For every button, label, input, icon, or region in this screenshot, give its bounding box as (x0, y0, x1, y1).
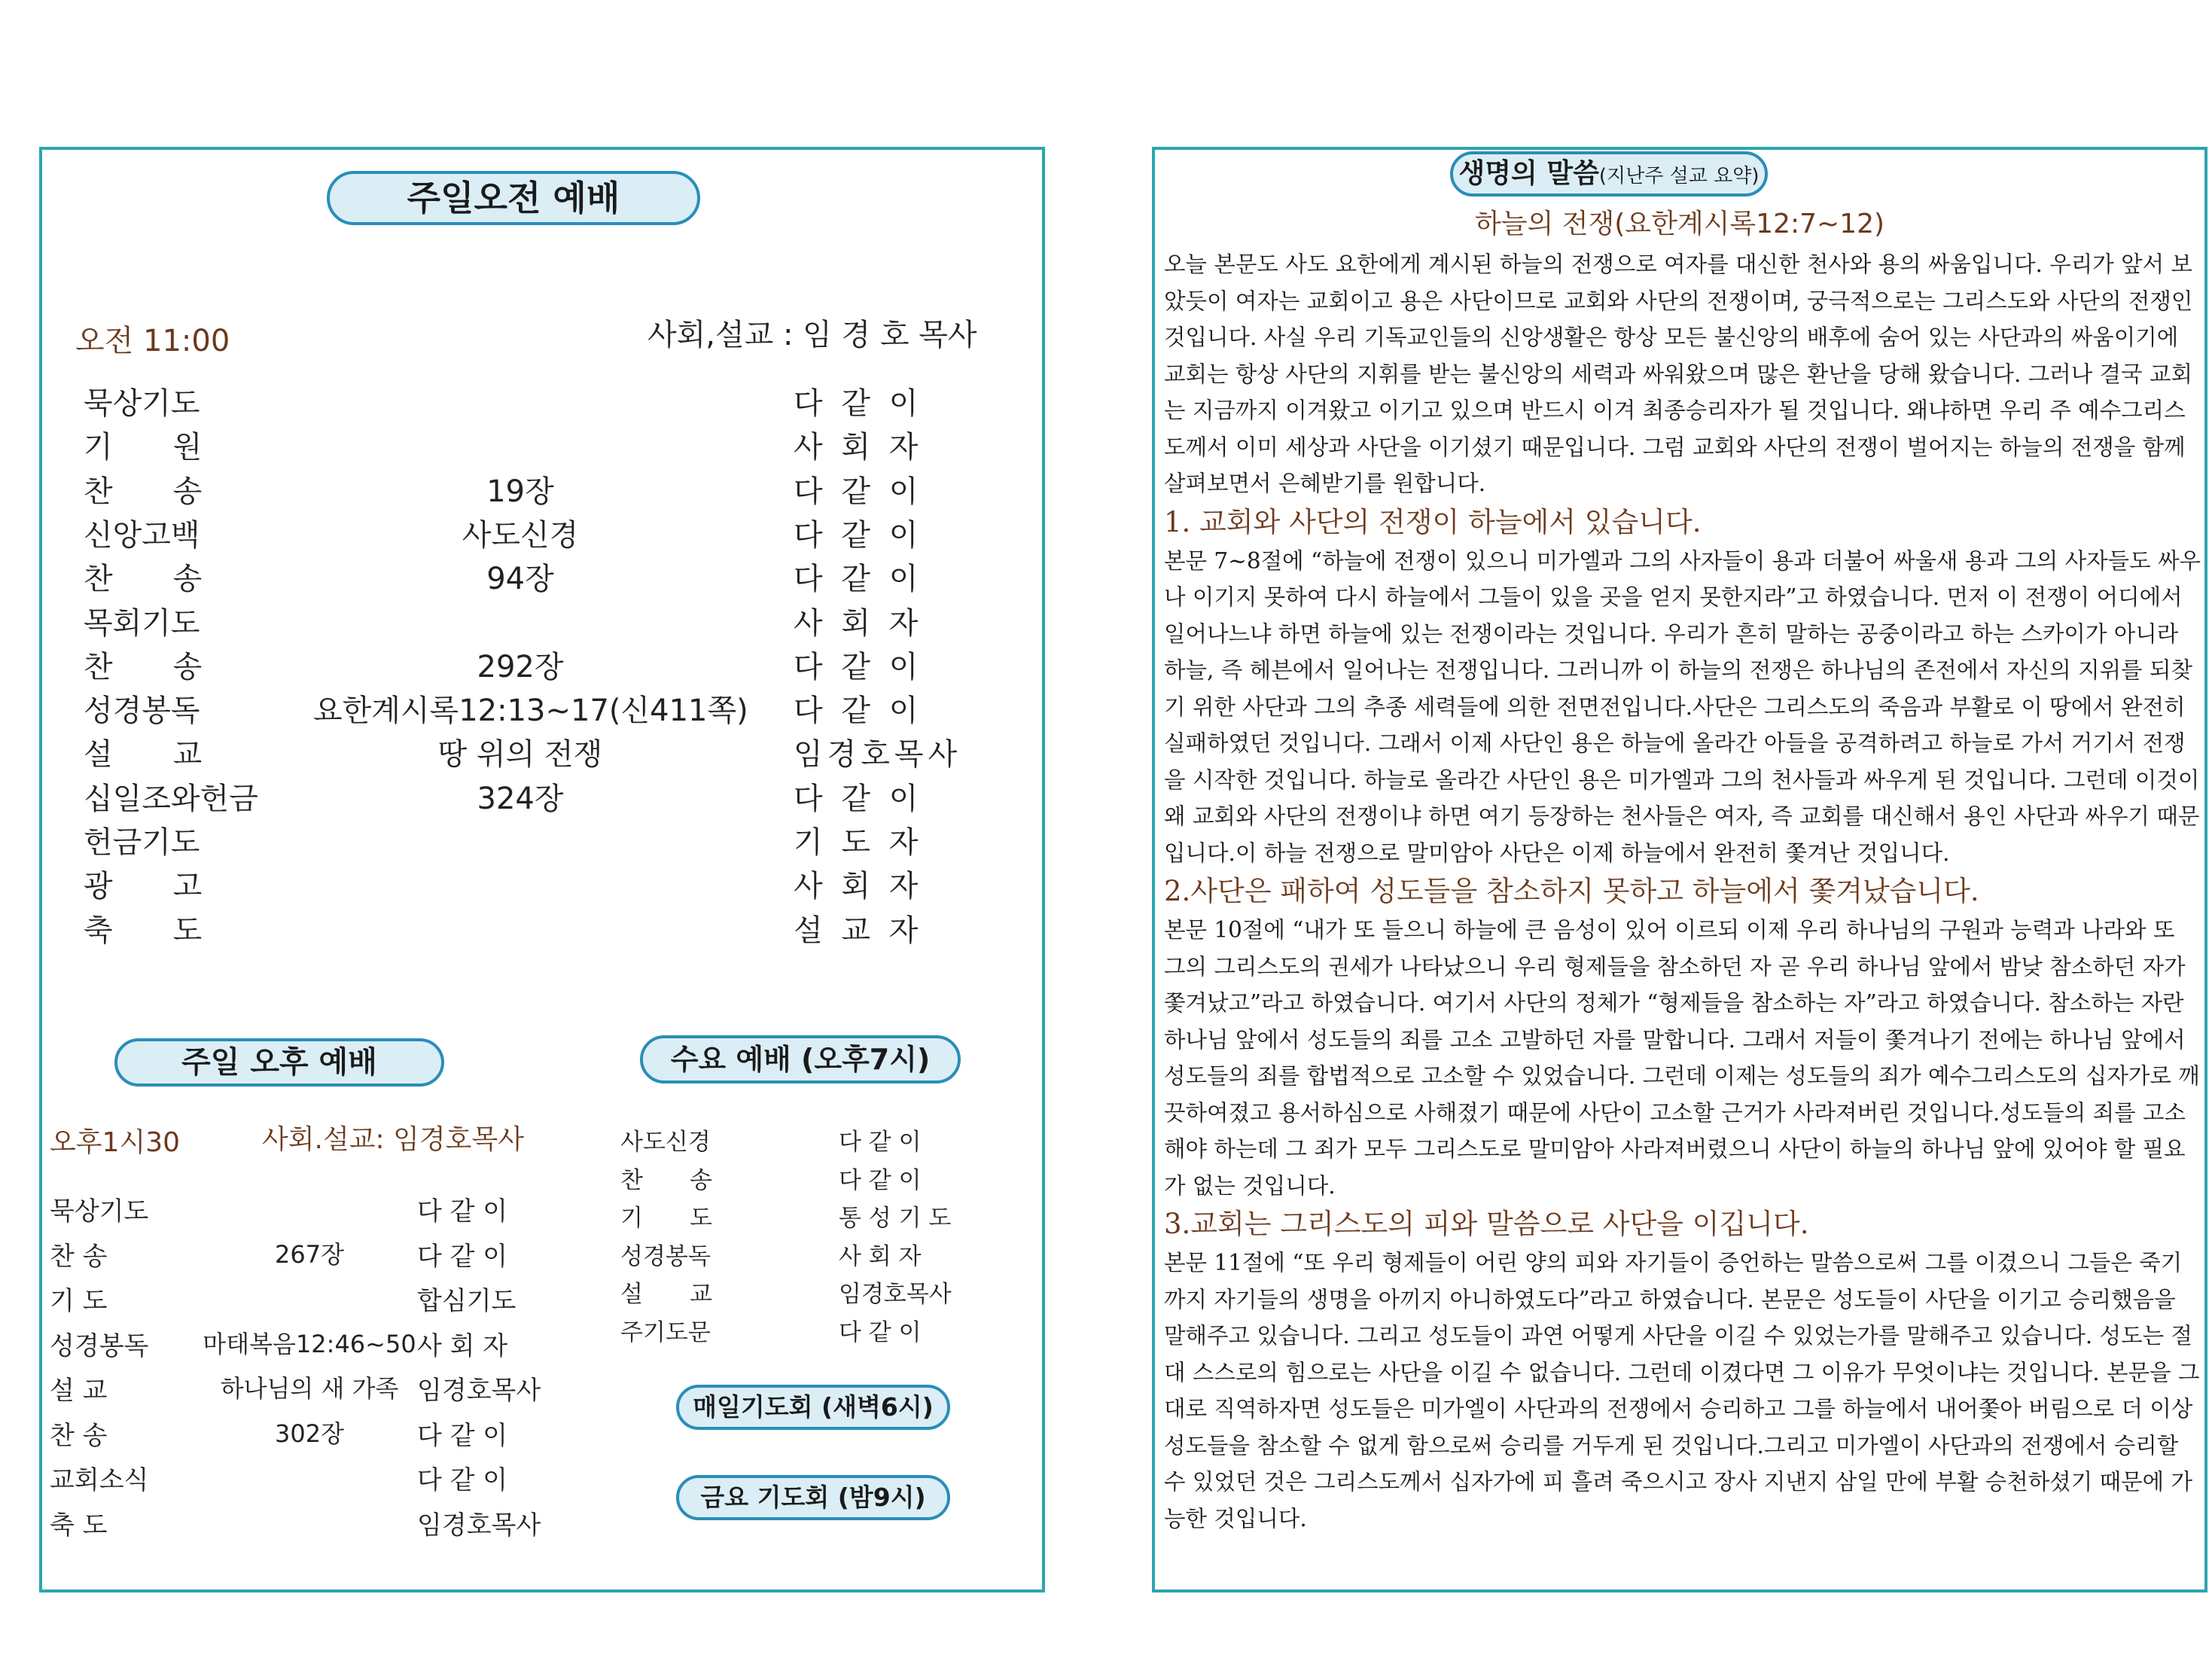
morning-row-who: 임경호목사 (794, 737, 962, 773)
morning-time: 오전 11:00 (75, 324, 230, 358)
morning-row-who: 사 회 자 (794, 869, 923, 904)
afternoon-time: 오후1시30 (50, 1127, 181, 1158)
afternoon-row-name: 찬 송 (50, 1241, 108, 1272)
sermon-paragraph-1: 본문 7~8절에 “하늘에 전쟁이 있으니 미가엘과 그의 사자들이 용과 더불어 싸울새 용과 그의 사자들도 싸우나 이기지 못하여 다시 하늘에서 그들이 있을 곳을 얻지 못한지라”고 하였습니다. 먼저 이 전쟁이 어디에서 일어나느냐 하면 하늘에 있는 전쟁이라는 것입니다. 우리가 흔히 말하는 공중이라고 하는 스카이가 아니라 하늘, 즉 헤븐에서 일어나는 전쟁입니다. 그러니까 이 하늘의 전쟁은 하나님의 존전에서 자신의 지위를 되찾기 위한 사단과 그의 추종 세력들에 의한 전면전입니다.사단은 그리스도의 죽음과 부활로 이 땅에서 완전히 실패하였던 것입니다. 그래서 이제 사단인 용은 하늘에 올라간 아들을 공격하려고 하늘로 가서 거기서 전쟁을 시작한 것입니다. 하늘로 올라간 사단인 용은 미가엘과 그의 천사들과 싸우게 된 것입니다. 그런데 이것이 왜 교회와 사단의 전쟁이냐 하면 여기 등장하는 천사들은 여자, 즉 교회를 대신해서 용인 사단과 싸우기 때문입니다.이 하늘 전쟁으로 말미암아 사단은 이제 하늘에서 완전히 쫓겨난 것입니다. (1164, 547, 2201, 866)
wednesday-row-name: 찬 송 (620, 1166, 712, 1194)
morning-row-item: 292장 (477, 649, 564, 684)
morning-row-name: 기 원 (84, 430, 203, 465)
morning-row-who: 다 같 이 (794, 781, 923, 816)
morning-row-item: 요한계시록12:13~17(신411쪽) (313, 693, 748, 729)
sermon-point-2: 2.사단은 패하여 성도들을 참소하지 못하고 하늘에서 쫓겨났습니다. (1164, 875, 1979, 907)
morning-row-name: 목회기도 (84, 605, 200, 641)
afternoon-row-name: 축 도 (50, 1510, 108, 1541)
morning-row-item: 사도신경 (462, 517, 579, 553)
morning-row-name: 성경봉독 (84, 693, 200, 729)
morning-row-name: 광 고 (84, 869, 203, 904)
sermon-intro: 오늘 본문도 사도 요한에게 계시된 하늘의 전쟁으로 여자를 대신한 천사와 용의 싸움입니다. 우리가 앞서 보았듯이 여자는 교회이고 용은 사단이므로 교회와 사단의 전쟁이며, 궁극적으로는 그리스도와 사단의 전쟁인 것입니다. 사실 우리 기독교인들의 신앙생활은 항상 모든 불신앙의 배후에 숨어 있는 사단과의 싸움이기에 교회는 항상 사단의 지휘를 받는 불신앙의 세력과 싸워왔으며 많은 환난을 당해 왔습니다. 그러나 결국 교회는 지금까지 이겨왔고 이기고 있으며 반드시 이겨 최종승리자가 될 것입니다. 왜냐하면 우리 주 예수그리스도께서 이미 세상과 사단을 이기셨기 때문입니다. 그럼 교회와 사단의 전쟁이 벌어지는 하늘의 전쟁을 함께 살펴보면서 은혜받기를 원합니다. (1164, 251, 2193, 496)
afternoon-leader: 사회.설교: 임경호목사 (262, 1124, 524, 1155)
sermon-body (1164, 246, 2201, 1537)
morning-row-name: 설 교 (84, 737, 203, 773)
sermon-paragraph-2: 본문 10절에 “내가 또 들으니 하늘에 큰 음성이 있어 이르되 이제 우리 하나님의 구원과 능력과 나라와 또 그의 그리스도의 권세가 나타났으니 우리 형제들을 참소하던 자 곧 우리 하나님 앞에서 밤낮 참소하던 자가 쫓겨났고”라고 하였습니다. 여기서 사단의 정체가 “형제들을 참소하는 자”라고 하였습니다. 참소하는 자란 하나님 앞에서 성도들의 죄를 고소 고발하던 자를 말합니다. 그래서 저들이 쫓겨나기 전에는 하나님 앞에서 성도들의 죄를 합법적으로 고소할 수 있었습니다. 그런데 이제는 성도들의 죄가 예수그리스도의 십자가로 깨끗하여졌고 용서하심으로 사해졌기 때문에 사단이 고소할 근거가 사라져버린 것입니다.성도들의 죄를 고소해야 하는데 그 죄가 모두 그리스도로 말미암아 사라져버렸으니 사단이 하늘의 하나님 앞에 있어야 할 필요가 없는 것입니다. (1164, 917, 2200, 1199)
afternoon-row-name: 설 교 (50, 1376, 108, 1406)
morning-row-name: 신앙고백 (84, 517, 200, 553)
afternoon-row-name: 찬 송 (50, 1420, 108, 1451)
afternoon-row-who: 다 같 이 (417, 1241, 508, 1272)
wednesday-row-who: 다 같 이 (839, 1318, 922, 1346)
morning-row-who: 기 도 자 (794, 825, 923, 860)
wednesday-row-who: 사 회 자 (839, 1242, 922, 1270)
morning-row-who: 다 같 이 (794, 386, 923, 421)
wednesday-row-name: 설 교 (620, 1281, 712, 1308)
afternoon-row-name: 성경봉독 (50, 1330, 149, 1361)
sermon-title-badge (1450, 151, 1768, 197)
morning-row-who: 사 회 자 (794, 605, 923, 641)
morning-row-who: 설 교 자 (794, 913, 923, 948)
morning-row-name: 찬 송 (84, 562, 203, 597)
wednesday-row-who: 임경호목사 (839, 1281, 952, 1308)
morning-row-name: 찬 송 (84, 649, 203, 684)
morning-leader: 사회,설교 : 임 경 호 목사 (647, 318, 977, 352)
sermon-point-3: 3.교회는 그리스도의 피와 말씀으로 사단을 이깁니다. (1164, 1208, 1809, 1240)
friday-prayer-badge: 금요 기도회 (밤9시) (676, 1475, 950, 1520)
afternoon-row-who: 다 같 이 (417, 1420, 508, 1451)
afternoon-row-name: 기 도 (50, 1286, 108, 1316)
afternoon-row-who: 합심기도 (417, 1286, 516, 1316)
afternoon-row-name: 묵상기도 (50, 1196, 149, 1227)
afternoon-row-who: 다 같 이 (417, 1196, 508, 1227)
morning-row-item: 땅 위의 전쟁 (437, 737, 603, 773)
morning-row-item: 94장 (486, 562, 554, 597)
afternoon-row-who: 사 회 자 (417, 1330, 508, 1361)
morning-row-item: 19장 (486, 474, 554, 509)
afternoon-row-who: 임경호목사 (417, 1510, 541, 1541)
morning-row-who: 다 같 이 (794, 517, 923, 553)
morning-row-who: 다 같 이 (794, 693, 923, 729)
afternoon-row-item: 하나님의 새 가족 (220, 1374, 399, 1403)
wednesday-row-name: 기 도 (620, 1205, 712, 1232)
afternoon-row-name: 교회소식 (50, 1465, 149, 1495)
afternoon-row-item: 267장 (275, 1239, 344, 1269)
wednesday-row-who: 다 같 이 (839, 1129, 922, 1156)
daily-prayer-badge: 매일기도회 (새벽6시) (676, 1385, 950, 1430)
wednesday-service-title: 수요 예배 (오후7시) (640, 1035, 961, 1084)
morning-row-name: 십일조와헌금 (84, 781, 258, 816)
afternoon-row-item: 302장 (275, 1419, 344, 1448)
wednesday-row-name: 사도신경 (620, 1129, 711, 1156)
morning-row-who: 사 회 자 (794, 430, 923, 465)
worship-order-panel (39, 147, 1045, 1593)
wednesday-row-name: 성경봉독 (620, 1242, 711, 1270)
sermon-point-1: 1. 교회와 사단의 전쟁이 하늘에서 있습니다. (1164, 505, 1702, 538)
morning-row-who: 다 같 이 (794, 562, 923, 597)
morning-service-title: 주일오전 예배 (327, 171, 700, 225)
afternoon-row-item: 마태복음12:46~50 (203, 1329, 416, 1358)
sermon-panel (1152, 147, 2207, 1593)
morning-row-who: 다 같 이 (794, 474, 923, 509)
morning-row-name: 묵상기도 (84, 386, 200, 421)
wednesday-row-who: 통 성 기 도 (839, 1205, 952, 1232)
afternoon-service-title: 주일 오후 예배 (114, 1038, 444, 1087)
morning-row-item: 324장 (477, 781, 564, 816)
morning-row-name: 헌금기도 (84, 825, 200, 860)
sermon-subtitle: 하늘의 전쟁(요한계시록12:7~12) (1474, 209, 1885, 239)
afternoon-row-who: 다 같 이 (417, 1465, 508, 1495)
wednesday-row-who: 다 같 이 (839, 1166, 922, 1194)
afternoon-row-who: 임경호목사 (417, 1376, 541, 1406)
morning-row-who: 다 같 이 (794, 649, 923, 684)
morning-row-name: 찬 송 (84, 474, 203, 509)
sermon-title-note: (지난주 설교 요약) (1598, 165, 1760, 187)
sermon-paragraph-3: 본문 11절에 “또 우리 형제들이 어린 양의 피와 자기들이 증언하는 말씀으로써 그를 이겼으니 그들은 죽기까지 자기들의 생명을 아끼지 아니하였도다”라고 하였습니다. 본문은 성도들이 사단을 이기고 승리했음을 말해주고 있습니다. 그리고 성도들이 과연 어떻게 사단을 이길 수 있었는가를 말해주고 있습니다. 성도는 절대 스스로의 힘으로는 사단을 이길 수 없습니다. 그런데 이겼다면 그 이유가 무엇이냐는 것입니다. 본문을 그대로 직역하자면 성도들은 미가엘이 사단과의 전쟁에서 승리하고 그를 하늘에서 내어쫓아 버림으로 더 이상 성도들을 참소할 수 없게 함으로써 승리를 거두게 된 것입니다.그리고 미가엘이 사단과의 전쟁에서 승리할 수 있었던 것은 그리스도께서 십자가에 피 흘려 죽으시고 장사 지낸지 삼일 만에 부활 승천하셨기 때문에 가능한 것입니다. (1164, 1250, 2200, 1532)
morning-row-name: 축 도 (84, 913, 203, 948)
wednesday-row-name: 주기도문 (620, 1318, 711, 1346)
sermon-title: 생명의 말씀 (1458, 158, 1599, 189)
